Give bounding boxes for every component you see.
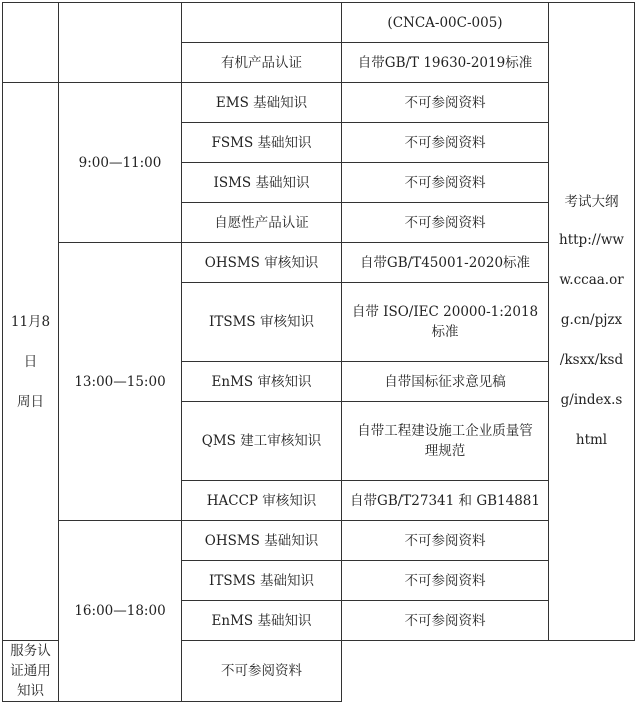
requirement-line: 标准 — [431, 324, 459, 340]
requirement-cell: (CNCA-00C-005) — [342, 3, 549, 43]
requirement-line: 理规范 — [424, 443, 466, 459]
subject-cell: OHSMS 审核知识 — [182, 243, 342, 283]
time-cell-afternoon: 16:00—18:00 — [59, 521, 182, 702]
requirement-cell: 不可参阅资料 — [342, 83, 549, 123]
exam-schedule-table — [2, 2, 635, 702]
table-row — [3, 3, 635, 43]
subject-cell: OHSMS 基础知识 — [182, 521, 342, 561]
requirement-line: 自带工程建设施工企业质量管 — [357, 423, 533, 439]
syllabus-url-line[interactable]: html — [575, 431, 608, 448]
subject-cell: FSMS 基础知识 — [182, 123, 342, 163]
syllabus-url-line[interactable]: http://ww — [559, 231, 624, 248]
subject-cell: 有机产品认证 — [182, 43, 342, 83]
subject-cell: 自愿性产品认证 — [182, 203, 342, 243]
date-cell-top — [3, 3, 59, 83]
subject-cell: 服务认证通用知识 — [3, 641, 59, 702]
subject-cell: ITSMS 基础知识 — [182, 561, 342, 601]
date-line: 11月8 — [10, 313, 51, 330]
requirement-cell: 不可参阅资料 — [342, 163, 549, 203]
requirement-cell — [342, 402, 549, 481]
requirement-cell: 自带国标征求意见稿 — [342, 362, 549, 402]
subject-cell: EnMS 审核知识 — [182, 362, 342, 402]
requirement-cell: 自带GB/T45001-2020标准 — [342, 243, 549, 283]
time-cell-midday: 13:00—15:00 — [59, 243, 182, 521]
table-row — [3, 521, 635, 561]
subject-cell: EMS 基础知识 — [182, 83, 342, 123]
subject-cell: HACCP 审核知识 — [182, 481, 342, 521]
requirement-cell: 自带GB/T27341 和 GB14881 — [342, 481, 549, 521]
requirement-cell: 不可参阅资料 — [342, 123, 549, 163]
requirement-line: 自带 ISO/IEC 20000-1:2018 — [351, 304, 539, 320]
requirement-cell: 不可参阅资料 — [342, 601, 549, 641]
date-line: 日 — [23, 353, 38, 370]
syllabus-url-line[interactable]: w.ccaa.or — [559, 271, 624, 288]
date-line: 周日 — [17, 393, 44, 410]
subject-cell: ISMS 基础知识 — [182, 163, 342, 203]
syllabus-cell — [549, 3, 635, 641]
requirement-cell: 不可参阅资料 — [342, 203, 549, 243]
syllabus-url-line[interactable]: g/index.s — [560, 391, 623, 408]
requirement-cell: 不可参阅资料 — [182, 641, 342, 702]
subject-cell — [182, 3, 342, 43]
table-row — [3, 243, 635, 283]
requirement-cell: 不可参阅资料 — [342, 561, 549, 601]
syllabus-url-line[interactable]: /ksxx/ksd — [559, 351, 624, 368]
time-cell-morning: 9:00—11:00 — [59, 83, 182, 243]
subject-cell: QMS 建工审核知识 — [182, 402, 342, 481]
requirement-cell: 自带GB/T 19630-2019标准 — [342, 43, 549, 83]
date-cell — [3, 83, 59, 641]
subject-cell: ITSMS 审核知识 — [182, 283, 342, 362]
time-cell-top — [59, 3, 182, 83]
syllabus-title: 考试大纲 — [564, 193, 619, 210]
subject-cell: EnMS 基础知识 — [182, 601, 342, 641]
table-row — [3, 83, 635, 123]
requirement-cell: 不可参阅资料 — [342, 521, 549, 561]
requirement-cell — [342, 283, 549, 362]
syllabus-url-line[interactable]: g.cn/pjzx — [560, 311, 623, 328]
